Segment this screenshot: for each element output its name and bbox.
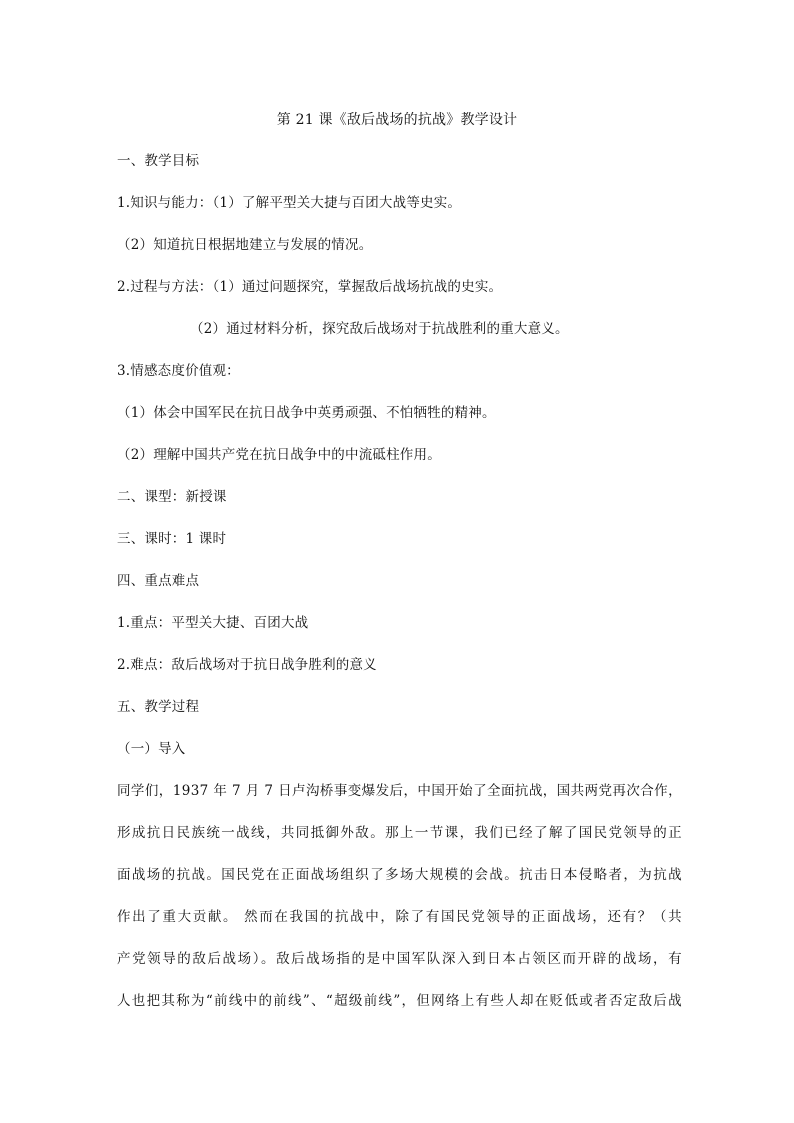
objective-process: 2.过程与方法：（1）通过问题探究，掌握敌后战场抗战的史实。 (117, 279, 503, 295)
objective-values-1: （1）体会中国军民在抗日战争中英勇顽强、不怕牺牲的精神。 (117, 405, 496, 421)
document-title: 第 21 课《敌后战场的抗战》教学设计 (276, 112, 518, 128)
paragraph-line: 人也把其称为“前线中的前线”、“超级前线”，但网络上有些人却在贬低或者否定敌后战 (117, 993, 682, 1009)
objective-values-2: （2）理解中国共产党在抗日战争中的中流砥柱作用。 (117, 447, 441, 463)
paragraph-line: 形成抗日民族统一战线，共同抵御外敌。那上一节课，我们已经了解了国民党领导的正 (117, 825, 682, 841)
difficult-point: 2.难点：敌后战场对于抗日战争胜利的意义 (117, 657, 377, 673)
section-heading-key-points: 四、重点难点 (117, 573, 200, 589)
section-heading-process: 五、教学过程 (117, 699, 200, 715)
objective-values: 3.情感态度价值观： (117, 363, 240, 379)
paragraph-line: 产党领导的敌后战场）。敌后战场指的是中国军队深入到日本占领区而开辟的战场，有 (117, 951, 682, 967)
objective-knowledge: 1.知识与能力：（1）了解平型关大捷与百团大战等史实。 (117, 195, 462, 211)
objective-process-2: （2）通过材料分析，探究敌后战场对于抗战胜利的重大意义。 (190, 321, 569, 337)
section-heading-objectives: 一、教学目标 (117, 153, 200, 169)
objective-knowledge-2: （2）知道抗日根据地建立与发展的情况。 (117, 237, 373, 253)
section-heading-lesson-hours: 三、课时：1 课时 (117, 531, 227, 547)
paragraph-line: 同学们，1937 年 7 月 7 日卢沟桥事变爆发后，中国开始了全面抗战，国共两党再次合作， (117, 783, 682, 799)
section-heading-lesson-type: 二、课型：新授课 (117, 489, 227, 505)
paragraph-line: 作出了重大贡献。 然而在我国的抗战中，除了有国民党领导的正面战场，还有？（共 (117, 909, 682, 925)
paragraph-line: 面战场的抗战。国民党在正面战场组织了多场大规模的会战。抗击日本侵略者，为抗战 (117, 867, 682, 883)
key-point: 1.重点：平型关大捷、百团大战 (117, 615, 309, 631)
subsection-introduction: （一）导入 (117, 741, 186, 757)
